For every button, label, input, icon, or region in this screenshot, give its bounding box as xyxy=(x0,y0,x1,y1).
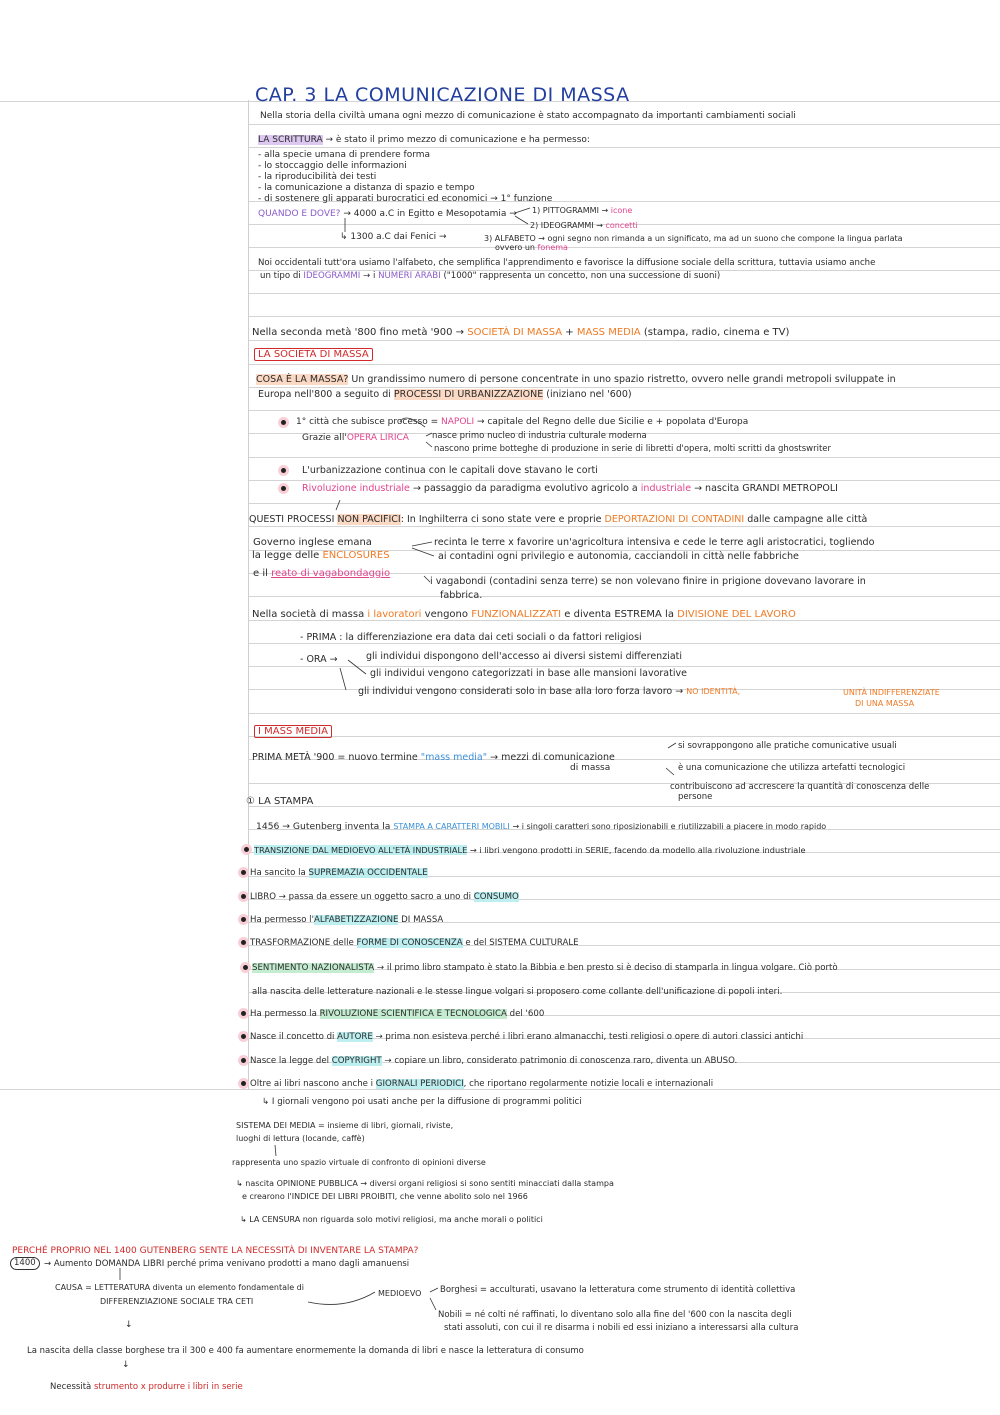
sistema-line-3: rappresenta uno spazio virtuale di confronto di opinioni diverse xyxy=(232,1158,486,1167)
cosa-rest: Un grandissimo numero di persone concentrate in uno spazio ristretto, ovvero nelle grandi metropoli sviluppate in xyxy=(351,374,896,385)
item-highlight: ALFABETIZZAZIONE xyxy=(313,915,399,925)
item-pre: Oltre ai libri nascono anche i xyxy=(250,1079,376,1089)
giornali-line: ↳ I giornali vengono poi usati anche per la diffusione di programmi politici xyxy=(262,1097,582,1107)
item-highlight: COPYRIGHT xyxy=(331,1056,382,1066)
item-pre: TRASFORMAZIONE delle xyxy=(250,938,357,948)
gut-b: → i singoli caratteri sono riposizionabili e riutilizzabili a piacere in modo rapido xyxy=(512,822,827,831)
arrow-line xyxy=(340,660,366,690)
recinta-line-2: ai contadini ogni privilegio e autonomia, cacciandoli in città nelle fabbriche xyxy=(438,551,799,562)
seconda-meta-a: Nella seconda metà '800 fino metà '900 → xyxy=(252,327,465,338)
arrow-line xyxy=(308,1292,375,1304)
enclosures-term: ENCLOSURES xyxy=(322,550,390,561)
prima-meta-c: di massa xyxy=(570,763,611,773)
medioevo-label: MEDIOEVO xyxy=(378,1289,422,1298)
sentimento-continuation: alla nascita delle letterature nazionali e le stesse lingue volgari si proposero come collante dell'unificazione di popoli interi. xyxy=(252,987,783,997)
item-highlight: RIVOLUZIONE SCIENTIFICA E TECNOLOGICA xyxy=(319,1009,507,1019)
item-highlight: SENTIMENTO NAZIONALISTA xyxy=(252,963,375,973)
governo-line-1: Governo inglese emana xyxy=(253,537,372,548)
reato-term: reato di vagabondaggio xyxy=(271,568,391,579)
nasce-line-2: nascono prime botteghe di produzione in serie di libretti d'opera, molti scritti da ghostswriter xyxy=(434,444,832,454)
media-bullet-3a: contribuiscono ad accrescere la quantità di conoscenza delle xyxy=(670,782,930,792)
scrittura-bullet: - alla specie umana di prendere forma xyxy=(258,150,431,160)
strumento-term: strumento x produrre i libri in serie xyxy=(93,1382,243,1392)
sistema-line-5: e crearono l'INDICE DEI LIBRI PROIBITI, che venne abolito solo nel 1966 xyxy=(242,1192,528,1201)
arrow-line xyxy=(515,216,528,224)
arrow-line xyxy=(426,433,432,447)
prima-meta-b: → mezzi di comunicazione xyxy=(490,752,615,763)
scrittura-bullet: - lo stoccaggio delle informazioni xyxy=(258,161,407,171)
lav-b: vengono xyxy=(424,609,468,620)
urbanizzazione-line: L'urbanizzazione continua con le capitali dove stavano le corti xyxy=(302,465,598,476)
divisione-term: DIVISIONE DEL LAVORO xyxy=(677,609,796,620)
non-pacifici-term: NON PACIFICI xyxy=(337,514,401,525)
quando-rest: → 4000 a.C in Egitto e Mesopotamia → xyxy=(343,209,517,219)
no-identita-term: NO IDENTITÀ, xyxy=(686,687,741,696)
societa-di-massa-term: SOCIETÀ DI MASSA xyxy=(467,327,563,338)
item-highlight: AUTORE xyxy=(337,1032,373,1042)
scrittura-heading: LA SCRITTURA xyxy=(258,135,323,145)
stampa-heading: ① LA STAMPA xyxy=(246,796,314,807)
causa-line-1: CAUSA = LETTERATURA diventa un elemento fondamentale di xyxy=(55,1283,304,1292)
item-pre: Nasce il concetto di xyxy=(250,1032,338,1042)
riv-b: → nascita GRANDI METROPOLI xyxy=(694,483,838,494)
mass-media-term: MASS MEDIA xyxy=(576,327,641,338)
ora-line-1: gli individui dispongono dell'accesso ai diversi sistemi differenziati xyxy=(366,651,683,662)
arrow-line xyxy=(336,500,340,510)
item-post: → il primo libro stampato è stato la Bibbia e ben presto si è deciso di stamparla in lingua volgare. Ciò portò xyxy=(374,963,838,973)
ideogrammi-label: 2) IDEOGRAMMI → xyxy=(530,221,603,230)
borghesi-line: Borghesi = acculturati, usavano la letteratura come strumento di identità collettiva xyxy=(440,1285,796,1295)
questi-end: dalle campagne alle città xyxy=(747,514,868,525)
item-highlight: TRANSIZIONE DAL MEDIOEVO ALL'ETÀ INDUSTRIALE xyxy=(254,845,468,855)
item-post: → copiare un libro, considerato patrimonio di conoscenza raro, diventa un ABUSO. xyxy=(381,1056,738,1066)
aumento-line: → Aumento DOMANDA LIBRI perché prima venivano prodotti a mano dagli amanuensi xyxy=(44,1259,410,1269)
arrow-line xyxy=(412,542,434,556)
rivoluzione-term: Rivoluzione industriale xyxy=(302,483,410,494)
napoli-term: NAPOLI xyxy=(441,417,475,427)
sistema-line-2: luoghi di lettura (locande, caffè) xyxy=(236,1134,365,1143)
arrow-down-icon: ↓ xyxy=(125,1320,133,1330)
industriale-term: industriale xyxy=(640,483,692,494)
item-pre: LIBRO → passa da essere un oggetto sacro a uno di xyxy=(250,892,474,902)
numeri-arabi-term: NUMERI ARABI xyxy=(378,271,441,281)
scrittura-bullet: - la riproducibilità dei testi xyxy=(258,172,377,182)
questi-label: QUESTI PROCESSI xyxy=(249,514,335,525)
lav-c: e diventa ESTREMA la xyxy=(564,609,674,620)
scrittura-bullet: - la comunicazione a distanza di spazio e tempo xyxy=(258,183,475,193)
sistema-line-1: SISTEMA DEI MEDIA = insieme di libri, giornali, riviste, xyxy=(236,1121,454,1130)
ora-line-2: gli individui vengono categorizzati in base alle mansioni lavorative xyxy=(370,668,687,679)
noi-part-b: ("1000" rappresenta un concetto, non una successione di suoni) xyxy=(443,271,721,281)
alfabeto-line: 3) ALFABETO → ogni segno non rimanda a un significato, ma ad un suono che compone la lingua parlata xyxy=(484,234,903,243)
item-pre: Ha sancito la xyxy=(250,868,309,878)
ideogrammi-term: IDEOGRAMMI xyxy=(303,271,361,281)
necessita-label: Necessità xyxy=(50,1382,92,1392)
arrow-line xyxy=(515,208,530,213)
pittogrammi-label: 1) PITTOGRAMMI → xyxy=(532,206,609,215)
item-highlight: GIORNALI PERIODICI xyxy=(375,1079,464,1089)
processi-term: PROCESSI DI URBANIZZAZIONE xyxy=(393,389,544,400)
ovvero-label: ovvero un xyxy=(495,243,535,252)
europa-a: Europa nell'800 a seguito di xyxy=(258,389,391,400)
arrow-line xyxy=(275,1145,276,1156)
nascita-line: La nascita della classe borghese tra il 300 e 400 fa aumentare enormemente la domanda di libri e nasce la letteratura di consumo xyxy=(27,1346,584,1356)
funzionalizzati-term: FUNZIONALIZZATI xyxy=(471,609,562,620)
nobili-line-1: Nobili = né colti né raffinati, lo diventano solo alla fine del '600 con la nascita degli xyxy=(438,1310,792,1320)
item-post: → prima non esisteva perché i libri erano almanacchi, testi religiosi o opere di autori classici antichi xyxy=(372,1032,804,1042)
cosa-label: COSA È LA MASSA? xyxy=(256,374,349,385)
causa-line-2: DIFFERENZIAZIONE SOCIALE TRA CETI xyxy=(100,1297,254,1306)
unita-line-2: DI UNA MASSA xyxy=(855,699,915,708)
gutenberg-question: PERCHÉ PROPRIO NEL 1400 GUTENBERG SENTE LA NECESSITÀ DI INVENTARE LA STAMPA? xyxy=(12,1246,419,1256)
item-post: e del SISTEMA CULTURALE xyxy=(462,938,579,948)
plus-icon: + xyxy=(565,327,574,338)
sistema-line-6: ↳ LA CENSURA non riguarda solo motivi religiosi, ma anche morali o politici xyxy=(240,1215,543,1224)
mass-media-quote: "mass media" xyxy=(420,752,488,763)
gut-a: 1456 → Gutenberg inventa la xyxy=(256,821,391,832)
opera-lirica-term: OPERA LIRICA xyxy=(346,433,409,443)
vagab-line-1: i vagabondi (contadini senza terre) se non volevano finire in prigione dovevano lavorare in xyxy=(430,576,866,587)
item-post: → i libri vengono prodotti in SERIE, facendo da modello alla rivoluzione industriale xyxy=(467,845,806,855)
caratteri-mobili-term: STAMPA A CARATTERI MOBILI xyxy=(393,822,510,831)
arrow-label: → i xyxy=(363,271,376,281)
lav-a: Nella società di massa xyxy=(252,609,365,620)
nasce-line-1: nasce primo nucleo di industria culturale moderna xyxy=(432,431,647,441)
governo-label: la legge delle xyxy=(252,550,320,561)
concetti-label: concetti xyxy=(605,221,638,230)
item-post: DI MASSA xyxy=(398,915,444,925)
questi-rest: : In Inghilterra ci sono state vere e proprie xyxy=(400,514,602,525)
noi-part-a: un tipo di xyxy=(260,271,301,281)
item-pre: Ha permesso la xyxy=(250,1009,320,1019)
icone-label: icone xyxy=(610,206,633,215)
item-highlight: SUPREMAZIA OCCIDENTALE xyxy=(308,868,428,878)
ora-label: - ORA → xyxy=(300,654,338,665)
vagab-line-2: fabbrica. xyxy=(440,590,483,601)
prima-meta-a: PRIMA METÀ '900 = nuovo termine xyxy=(252,752,418,763)
societa-heading: LA SOCIETÀ DI MASSA xyxy=(254,348,373,361)
media-bullet-3b: persone xyxy=(678,792,713,802)
item-pre: Nasce la legge del xyxy=(250,1056,332,1066)
arrow-line xyxy=(430,1288,438,1310)
intro-text: Nella storia della civiltà umana ogni mezzo di comunicazione è stato accompagnato da importanti cambiamenti sociali xyxy=(260,111,796,121)
deportazioni-term: DEPORTAZIONI DI CONTADINI xyxy=(604,514,745,525)
year-badge: 1400 xyxy=(10,1257,40,1270)
lavoratori-term: i lavoratori xyxy=(367,609,422,620)
citta-a: 1° città che subisce processo = xyxy=(296,417,439,427)
citta-b: → capitale del Regno delle due Sicilie e + popolata d'Europa xyxy=(476,417,749,427)
media-bullet-1: si sovrappongono alle pratiche comunicative usuali xyxy=(678,741,897,751)
grazie-label: Grazie all' xyxy=(302,433,347,443)
ora-3-text: gli individui vengono considerati solo in base alla loro forza lavoro → xyxy=(358,686,684,697)
scrittura-bullet: - di sostenere gli apparati burocratici ed economici → 1° funzione xyxy=(258,194,553,204)
media-bullet-2: è una comunicazione che utilizza artefatti tecnologici xyxy=(678,763,906,773)
item-highlight: FORME DI CONOSCENZA xyxy=(356,938,463,948)
mass-media-heading: I MASS MEDIA xyxy=(254,725,332,738)
scrittura-head-rest: → è stato il primo mezzo di comunicazione e ha permesso: xyxy=(325,135,590,145)
eil-label: e il xyxy=(253,568,268,579)
recinta-line-1: recinta le terre x favorire un'agricoltura intensiva e cede le terre agli aristocratici, togliendo xyxy=(434,537,875,548)
arrow-line xyxy=(400,418,425,427)
arrow-line xyxy=(424,576,430,582)
unita-line-1: UNITÀ INDIFFERENZIATE xyxy=(843,688,940,697)
riv-a: → passaggio da paradigma evolutivo agricolo a xyxy=(412,483,638,494)
arrow-down-icon: ↓ xyxy=(122,1360,130,1370)
prima-line: - PRIMA : la differenziazione era data dai ceti sociali o da fattori religiosi xyxy=(300,632,642,643)
page-title: CAP. 3 LA COMUNICAZIONE DI MASSA xyxy=(255,84,630,106)
seconda-meta-b: (stampa, radio, cinema e TV) xyxy=(643,327,790,338)
fenici-line: ↳ 1300 a.C dai Fenici → xyxy=(340,232,447,242)
fonema-label: fonema xyxy=(537,243,568,252)
item-highlight: CONSUMO xyxy=(473,892,519,902)
europa-b: (iniziano nel '600) xyxy=(546,389,632,400)
quando-label: QUANDO E DOVE? xyxy=(258,209,341,219)
nobili-line-2: stati assoluti, con cui il re disarma i nobili ed essi iniziano a interessarsi alla cultura xyxy=(444,1323,799,1333)
noi-line-1: Noi occidentali tutt'ora usiamo l'alfabeto, che semplifica l'apprendimento e favorisce la diffusione sociale della scrittura, tuttavia usiamo anche xyxy=(258,258,876,268)
item-post: , che riportano regolarmente notizie locali e internazionali xyxy=(463,1079,714,1089)
item-pre: Ha permesso l' xyxy=(250,915,314,925)
arrow-line xyxy=(666,743,676,775)
item-post: del '600 xyxy=(506,1009,545,1019)
sistema-line-4: ↳ nascita OPINIONE PUBBLICA → diversi organi religiosi si sono sentiti minacciati dalla stampa xyxy=(236,1179,614,1188)
